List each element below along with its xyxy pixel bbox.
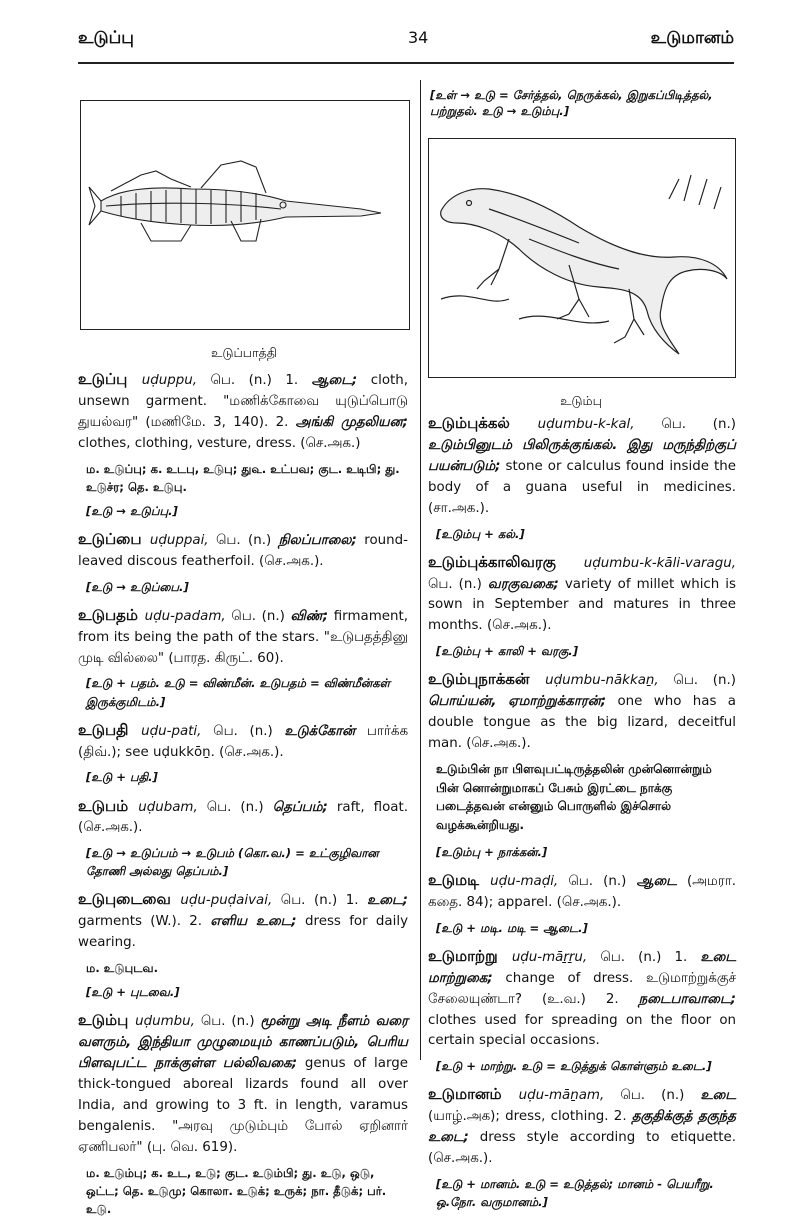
right-column (428, 412, 736, 1219)
entry-text: பெ. (n.) (428, 576, 488, 592)
entry-note: உடும்பின் நா பிளவுபட்டிருத்தலின் முன்னொன்றும் பின் னொன்றுமாகப் பேசும் இரட்டை நாக்கு படைத்தவன் என்னும் பொருளில் இச்சொல் வழக்கூன்றியது. (436, 761, 712, 833)
entry-text: (அமரா. கதை. 84); apparel. (செ.அக.). (428, 873, 736, 910)
entry-text: raft, float. (செ.அக.). (78, 799, 408, 836)
lizard-caption: உடும்பு (560, 393, 602, 408)
entry-text: பெ. (n.) (201, 723, 285, 739)
entry-transliteration: uḍuppai, (149, 532, 209, 548)
entry-headword: உடும்பு (78, 1011, 136, 1030)
entry-etymology: [உடு → உடுப்பு.] (86, 503, 178, 518)
entry-text: பெ. (n.) (197, 799, 273, 815)
left-column (78, 368, 408, 1224)
entry-transliteration: uḍumbu-nākkaṉ, (545, 673, 659, 689)
entry-text: cloth, unsewn garment. "மணிக்கோவை யுடுப்பொடு துயல்வர" (மணிமே. 3, 140). 2. (78, 373, 409, 430)
entry-etymology: [உடு → உடுப்பம் → உடுபம் (கொ.வ.) = உட்குழிவான தோணி அல்லது தெப்பம்.] (86, 846, 379, 879)
dictionary-entry (78, 368, 408, 455)
entry-tamil-gloss: வரகுவகை; (487, 576, 559, 592)
entry-tamil-gloss: உடை மாற்றுகை; (428, 949, 736, 986)
entry-text: change of dress. உடுமாற்றுக்குச் சேலையுண்டா? (உ.வ.) 2. (428, 970, 736, 1007)
entry-transliteration: uḍubam, (138, 799, 198, 815)
entry-text: பெ. (n.) (225, 608, 291, 624)
column-divider (420, 80, 421, 1060)
entry-text: genus of large thick-tongued aboreal lizards found all over India, and growing to 3 ft. in length, varamus bengalenis. "அரவு முடும்பும் போல் ஏறினார் ஏணிபலர்" (பு. வெ. 619). (78, 1056, 408, 1155)
entry-etymology: [உடும்பு + கல்.] (436, 526, 525, 541)
entry-tamil-gloss: ஆடை; (311, 373, 358, 388)
entry-tamil-gloss: உடை; (367, 893, 408, 909)
entry-transliteration: uḍu-māṉam, (518, 1088, 605, 1104)
page-header (0, 28, 800, 58)
fish-caption: உடுப்பாத்தி (210, 345, 277, 360)
entry-text: பெ. (n.) (194, 1014, 261, 1030)
entry-etymology: [உடும்பு + நாக்கன்.] (436, 844, 548, 859)
entry-text: dress style according to etiquette. (செ.அக.). (428, 1130, 736, 1167)
entry-transliteration: uḍumbu, (135, 1014, 195, 1030)
continued-etymology: [உள் → உடு = சேர்த்தல், நெருக்கல், இறுகப்பிடித்தல், பற்றுதல். உடு → உடும்பு.] (430, 88, 713, 118)
entry-text: one who has a double tongue as the big lizard, deceitful man. (செ.அக.). (428, 694, 737, 752)
entry-text: பெ. (n.) (208, 532, 279, 548)
entry-transliteration: uḍu-padam, (144, 608, 226, 624)
entry-transliteration: uḍumbu-k-kāli-varagu, (583, 555, 736, 571)
header-left-word: உடுப்பு (78, 28, 134, 48)
page-number: 34 (408, 28, 429, 47)
entry-headword: உடுபம் (78, 796, 139, 815)
dictionary-entry (428, 551, 736, 638)
entry-etymology: [உடு + மாற்று. உடு = உடுத்துக் கொள்ளும் உடை.] (436, 1059, 712, 1074)
entry-headword: உடுமானம் (428, 1085, 519, 1104)
entry-tamil-gloss: நிலப்பாலை; (278, 532, 357, 548)
fish-illustration (81, 101, 409, 329)
entry-text: பெ. (n.) (658, 673, 736, 689)
entry-tamil-gloss: நடைபாவாடை; (638, 991, 736, 1007)
dictionary-entry (78, 888, 408, 954)
entry-etymology: [உடும்பு + காலி + வரகு.] (436, 644, 579, 659)
entry-text: clothes used for spreading on the floor on certain special occasions. (428, 1012, 736, 1049)
entry-text: பெ. (n.) (558, 873, 637, 889)
entry-headword: உடுப்பை (78, 529, 150, 548)
entry-tamil-gloss: உடுக்கோன் (284, 723, 356, 739)
dictionary-entry (428, 869, 736, 914)
entry-text: variety of millet which is sown in September and matures in three months. (செ.அக.). (428, 576, 736, 634)
entry-etymology: [உடு → உடுப்பை.] (86, 579, 189, 594)
entry-transliteration: uḍu-maḍi, (490, 873, 559, 889)
entry-tamil-gloss: எளிய உடை; (210, 914, 297, 930)
entry-headword: உடுபதி (78, 720, 142, 739)
entry-text: பார்க்க (திவ்.); see uḍukkōṉ. (செ.அக.). (78, 723, 409, 760)
entry-transliteration: uḍu-puḍaivai, (180, 893, 273, 909)
dictionary-entry (428, 1083, 736, 1170)
entry-tamil-gloss: தகுதிக்குத் தகுந்த உடை; (428, 1109, 736, 1146)
entry-headword: உடுபுடைவை (78, 890, 181, 909)
entry-text: stone or calculus found inside the body of a guana useful in medicines. (சா.அக.). (428, 458, 736, 516)
entry-headword: உடுமடி (428, 870, 491, 889)
dictionary-entry (428, 412, 736, 520)
entry-tamil-gloss: மூன்று அடி நீளம் வரை வளரும், இந்தியா முழுமையும் காணப்படும், பெரிய பிளவுபட்ட நாக்குள்ள பல்லிவகை; (78, 1014, 409, 1072)
entry-transliteration: uḍu-māṟṟu, (511, 949, 588, 965)
dictionary-entry (78, 1009, 408, 1158)
entry-tamil-gloss: உடை (700, 1088, 737, 1104)
entry-text: round-leaved discous featherfoil. (செ.அக.). (78, 532, 408, 569)
entry-tamil-gloss: தெப்பம்; (272, 799, 328, 815)
dictionary-entry (78, 604, 408, 670)
dictionary-entry (78, 719, 408, 764)
entry-text: பெ. (n.) 1. (197, 373, 312, 388)
entry-text: பெ. (n.) 1. (587, 949, 701, 965)
entry-headword: உடும்புநாக்கன் (428, 670, 546, 689)
entry-cognates: ம. உடுப்பு; க. உடபு, உடுபு; து௳. உட்பவ; குட. உடிபி; து. உடுச்ர; தெ. உடுபு. (86, 461, 400, 494)
dictionary-entry (428, 668, 736, 755)
entry-cognates: ம. உடுபுடவ. (86, 961, 158, 976)
entry-headword: உடும்புக்கல் (428, 414, 538, 432)
entry-text: பெ. (n.) (634, 417, 736, 432)
entry-text: clothes, clothing, vesture, dress. (செ.அக.) (78, 435, 361, 451)
entry-text: (யாழ்.அக); dress, clothing. 2. (428, 1109, 632, 1125)
entry-tamil-gloss: அங்கி முதலியன; (295, 414, 408, 430)
entry-text: பெ. (n.) 1. (272, 893, 368, 909)
dictionary-entry (78, 528, 408, 573)
lizard-illustration (429, 139, 735, 377)
header-right-word: உடுமானம் (650, 28, 734, 48)
entry-etymology: [உடு + பதி.] (86, 770, 158, 785)
entry-tamil-gloss: உடும்பினுடம் பிலிருக்குங்கல். இது மருந்திற்குப் பயன்படும்; (428, 437, 736, 474)
entry-transliteration: uḍumbu-k-kal, (537, 417, 635, 432)
entry-transliteration: uḍu-pati, (141, 723, 202, 739)
entry-text: dress for daily wearing. (78, 914, 409, 951)
entry-headword: உடுபதம் (78, 605, 145, 624)
lizard-figure (428, 138, 736, 378)
entry-text: firmament, from its being the path of the stars. "உடுபதத்தினு முடி வில்லை" (பாரத. கிருட். 60). (78, 608, 408, 666)
entry-text: garments (W.). 2. (78, 914, 211, 930)
entry-tamil-gloss: விண்; (290, 608, 329, 624)
header-rule (78, 62, 734, 64)
entry-headword: உடுமாற்று (428, 946, 512, 965)
entry-transliteration: uḍuppu, (141, 373, 198, 388)
entry-etymology: [உடு + புடவை.] (86, 985, 180, 1000)
entry-etymology: [உடு + பதம். உடு = விண்மீன். உடுபதம் = விண்மீன்கள் இருக்குமிடம்.] (86, 676, 391, 709)
entry-headword: உடுப்பு (78, 370, 142, 388)
fish-figure (80, 100, 410, 330)
entry-cognates: ம. உடும்பு; க. உட, உடு; குட. உடும்பி; து. உடு, ஒடு, ஒட்ட; தெ. உடுமு; கொலா. உடுக்; உருக்; நா. தீடுக்; பர். உடு. (86, 1165, 387, 1216)
dictionary-entry (78, 795, 408, 840)
entry-etymology: [உடு + மடி. மடி = ஆடை.] (436, 920, 588, 935)
entry-etymology: [உடு + மானம். உடு = உடுத்தல்; மானம் - பெயரீறு. ஒ.நோ. வருமானம்.] (436, 1177, 714, 1210)
entry-text: பெ. (n.) (604, 1088, 701, 1104)
dictionary-entry (428, 945, 736, 1053)
entry-tamil-gloss: ஆடை (636, 873, 677, 889)
entry-tamil-gloss: பொய்யன், ஏமாற்றுக்காரன்; (428, 694, 607, 710)
entry-headword: உடும்புக்காலிவரகு (428, 552, 584, 571)
